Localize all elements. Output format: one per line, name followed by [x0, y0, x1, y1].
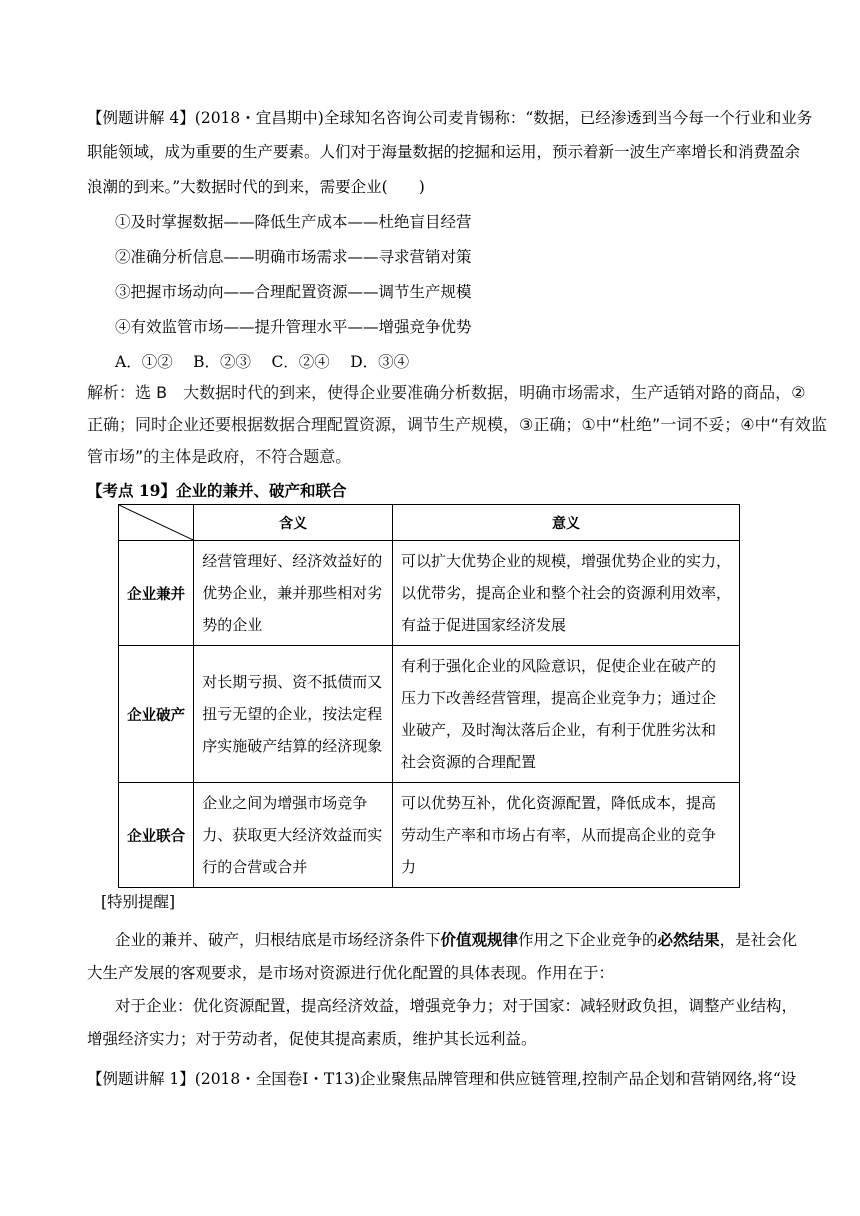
table-cell-text: 压力下改善经营管理，提高企业竞争力；通过企: [400, 689, 716, 707]
table-row: [119, 541, 740, 646]
comparison-table: [118, 504, 740, 888]
reminder-text: 增强经济实力；对于劳动者，促使其提高素质，维护其长远利益。: [87, 1030, 537, 1048]
table-cell-text: 有益于促进国家经济发展: [400, 616, 566, 634]
table-cell-text: 扭亏无望的企业，按法定程: [202, 705, 383, 723]
analysis-line2: 正确；同时企业还要根据数据合理配置资源，调节生产规模，③正确；①中“杜绝”一词不妥；④中“有效监: [87, 415, 827, 434]
table-row: [119, 646, 740, 783]
table-cell-text: 经营管理好、经济效益好的: [202, 552, 383, 570]
header-significance: 意义: [392, 505, 739, 541]
bankruptcy-meaning: [194, 646, 393, 783]
reminder-text: 企业的兼并、破产，归根结底是市场经济条件下: [115, 931, 441, 949]
row-label-bankruptcy: 企业破产: [119, 646, 194, 783]
table-cell-text: 行的合营或合并: [202, 858, 308, 876]
table-row: [119, 783, 740, 888]
table-cell-text: 力: [400, 858, 416, 876]
option-3: ③把握市场动向——合理配置资源——调节生产规模: [115, 283, 472, 301]
alliance-significance: [392, 783, 739, 888]
table-cell-text: 业破产，及时淘汰落后企业，有利于优胜劣汰和: [400, 721, 716, 739]
table-header-row: [119, 505, 740, 541]
reminder-text: ，是社会化: [719, 931, 798, 949]
option-2: ②准确分析信息——明确市场需求——寻求营销对策: [115, 248, 472, 266]
row-label-alliance: 企业联合: [119, 783, 194, 888]
analysis-line3: 管市场”的主体是政府，不符合题意。: [87, 447, 352, 466]
merger-significance: [392, 541, 739, 646]
answer-choices: A．①② B．②③ C．②④ D．③④: [115, 353, 410, 371]
alliance-meaning: [194, 783, 393, 888]
table-cell-text: 以优带劣，提高企业和整个社会的资源利用效率，: [400, 584, 731, 602]
option-1: ①及时掌握数据——降低生产成本——杜绝盲目经营: [115, 213, 472, 231]
reminder-text: 对于企业：优化资源配置，提高经济效益，增强竞争力；对于国家：减轻财政负担，调整产业结构，: [115, 997, 798, 1015]
header-meaning: 含义: [194, 505, 393, 541]
reminder-bold-text: 价值观规律: [440, 930, 519, 949]
example4-line2: 职能领域，成为重要的生产要素。人们对于海量数据的挖掘和运用，预示着新一波生产率增长和消费盈余: [87, 143, 801, 161]
example4-line3: 浪潮的到来。”大数据时代的到来，需要企业( ): [87, 178, 425, 196]
reminder-title: [特别提醒]: [101, 893, 176, 911]
row-label-merger: 企业兼并: [119, 541, 194, 646]
table-cell-text: 社会资源的合理配置: [400, 753, 536, 771]
diagonal-corner-cell: [119, 505, 194, 541]
section-title: 【考点 19】企业的兼并、破产和联合: [87, 481, 347, 500]
merger-meaning: [194, 541, 393, 646]
table-cell-text: 有利于强化企业的风险意识，促使企业在破产的: [400, 657, 716, 675]
table-cell-text: 优势企业，兼并那些相对劣: [202, 584, 383, 602]
analysis-line1: 解析：选 B 大数据时代的到来，使得企业要准确分析数据，明确市场需求，生产适销对路的商品，②: [87, 383, 806, 402]
table-cell-text: 对长期亏损、资不抵债而又: [202, 673, 383, 691]
table-cell-text: 劳动生产率和市场占有率，从而提高企业的竞争: [400, 826, 716, 844]
table-cell-text: 势的企业: [202, 616, 263, 634]
analysis-block: [87, 377, 827, 473]
example1-line1: 【例题讲解 1】(2018・全国卷Ⅰ・T13)企业聚焦品牌管理和供应链管理,控制产品企划和营销网络,将“设: [87, 1070, 797, 1088]
table-cell-text: 可以优势互补，优化资源配置，降低成本，提高: [400, 794, 716, 812]
table-cell-text: 企业之间为增强市场竞争: [202, 794, 368, 812]
reminder-text: 大生产发展的客观要求，是市场对资源进行优化配置的具体表现。作用在于：: [87, 964, 615, 982]
bankruptcy-significance: [392, 646, 739, 783]
table-cell-text: 序实施破产结算的经济现象: [202, 737, 383, 755]
option-4: ④有效监管市场——提升管理水平——增强竞争优势: [115, 318, 472, 336]
diagonal-line-icon: [119, 505, 193, 540]
reminder-paragraph-2: [87, 990, 798, 1056]
table-cell-text: 可以扩大优势企业的规模，增强优势企业的实力，: [400, 552, 731, 570]
example4-line1: 【例题讲解 4】(2018・宜昌期中)全球知名咨询公司麦肯锡称：“数据，已经渗透到当今每一个行业和业务: [87, 109, 813, 127]
reminder-text: 作用之下企业竞争的: [518, 931, 658, 949]
reminder-bold-text: 必然结果: [657, 930, 720, 949]
reminder-paragraph-1: [87, 923, 798, 990]
table-cell-text: 力、获取更大经济效益而实: [202, 826, 383, 844]
